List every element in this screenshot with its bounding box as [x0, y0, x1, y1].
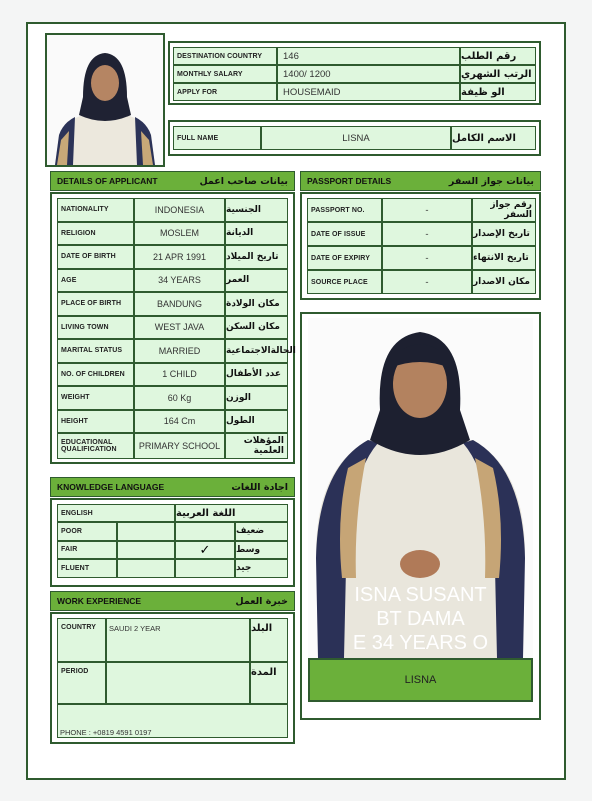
- applicant-label: RELIGION: [57, 222, 134, 246]
- monthly-salary-label: MONTHLY SALARY: [173, 65, 277, 83]
- language-english-label: ENGLISH: [57, 504, 175, 522]
- language-level-label: POOR: [57, 522, 117, 541]
- name-bar-text: LISNA: [404, 674, 437, 686]
- passport-value: -: [382, 246, 472, 270]
- work-period-arabic: المدة: [250, 662, 288, 704]
- small-photo-frame: [45, 33, 165, 167]
- photo-banner-line1: ISNA SUSANT: [354, 584, 487, 606]
- monthly-salary-arabic: الرتب الشهري: [460, 65, 536, 83]
- cv-sheet: [26, 22, 566, 780]
- applicant-label: DATE OF BIRTH: [57, 245, 134, 269]
- applicant-arabic: الحالةالاجتماعية: [225, 339, 288, 363]
- applicant-label: AGE: [57, 269, 134, 293]
- work-header: [50, 591, 295, 611]
- destination-country-value: 146: [277, 47, 460, 65]
- passport-label: DATE OF EXPIRY: [307, 246, 382, 270]
- applicant-value: 164 Cm: [134, 410, 225, 434]
- applicant-arabic: مكان الولادة: [225, 292, 288, 316]
- checkmark-icon: ✓: [199, 541, 211, 557]
- applicant-value: 21 APR 1991: [134, 245, 225, 269]
- language-level-label: FLUENT: [57, 559, 117, 578]
- passport-arabic: تاريخ الانتهاء: [472, 246, 536, 270]
- apply-for-arabic: الو ظيفة: [460, 83, 536, 101]
- full-name-arabic: الاسم الكامل: [451, 126, 536, 150]
- work-period-value: [106, 662, 250, 704]
- work-country-value: SAUDI 2 YEAR: [106, 618, 250, 662]
- applicant-photo-large: [308, 318, 533, 658]
- passport-header-en: PASSPORT DETAILS: [307, 176, 392, 186]
- photo-banner-line3: E 34 YEARS O: [352, 632, 489, 654]
- applicant-value: 34 YEARS: [134, 269, 225, 293]
- language-header-en: KNOWLEDGE LANGUAGE: [57, 482, 165, 492]
- applicant-label: MARITAL STATUS: [57, 339, 134, 363]
- language-level-cell-2: [175, 559, 235, 578]
- applicant-value: INDONESIA: [134, 198, 225, 222]
- work-period-label: PERIOD: [57, 662, 106, 704]
- applicant-label: LIVING TOWN: [57, 316, 134, 340]
- passport-value: -: [382, 222, 472, 246]
- work-country-arabic: البلد: [250, 618, 288, 662]
- phone-text: PHONE : +0819 4591 0197: [57, 704, 288, 738]
- destination-country-arabic: رقم الطلب: [460, 47, 536, 65]
- applicant-arabic: الوزن: [225, 386, 288, 410]
- applicant-value: WEST JAVA: [134, 316, 225, 340]
- language-level-arabic: وسط: [235, 541, 288, 560]
- full-name-value: LISNA: [261, 126, 451, 150]
- applicant-arabic: الطول: [225, 410, 288, 434]
- passport-label: PASSPORT NO.: [307, 198, 382, 222]
- applicant-label: EDUCATIONAL QUALIFICATION: [57, 433, 134, 459]
- apply-for-value: HOUSEMAID: [277, 83, 460, 101]
- applicant-header: [50, 171, 295, 191]
- photo-banner-line2: BT DAMA: [376, 608, 465, 630]
- applicant-arabic: عدد الأطفال: [225, 363, 288, 387]
- applicant-label: WEIGHT: [57, 386, 134, 410]
- apply-for-label: APPLY FOR: [173, 83, 277, 101]
- applicant-header-en: DETAILS OF APPLICANT: [57, 176, 158, 186]
- applicant-value: BANDUNG: [134, 292, 225, 316]
- applicant-label: PLACE OF BIRTH: [57, 292, 134, 316]
- language-header-ar: اجادة اللغات: [231, 481, 288, 493]
- passport-header: [300, 171, 541, 191]
- applicant-arabic: الجنسية: [225, 198, 288, 222]
- applicant-label: NO. OF CHILDREN: [57, 363, 134, 387]
- passport-arabic: مكان الاصدار: [472, 270, 536, 294]
- applicant-arabic: العمر: [225, 269, 288, 293]
- applicant-arabic: المؤهلات العلمية: [225, 433, 288, 459]
- applicant-label: HEIGHT: [57, 410, 134, 434]
- passport-arabic: تاريخ الإصدار: [472, 222, 536, 246]
- applicant-header-ar: بيانات صاحب اعمل: [199, 175, 288, 187]
- work-header-ar: خبرة العمل: [235, 595, 288, 607]
- applicant-value: MOSLEM: [134, 222, 225, 246]
- passport-label: DATE OF ISSUE: [307, 222, 382, 246]
- language-level-cell-1: [117, 541, 175, 560]
- name-bar: [308, 658, 533, 702]
- passport-value: -: [382, 270, 472, 294]
- applicant-label: NATIONALITY: [57, 198, 134, 222]
- passport-label: SOURCE PLACE: [307, 270, 382, 294]
- applicant-value: 1 CHILD: [134, 363, 225, 387]
- applicant-value: PRIMARY SCHOOL: [134, 433, 225, 459]
- full-name-label: FULL NAME: [173, 126, 261, 150]
- applicant-value: 60 Kg: [134, 386, 225, 410]
- work-header-en: WORK EXPERIENCE: [57, 596, 142, 606]
- language-level-cell-1: [117, 522, 175, 541]
- monthly-salary-value: 1400/ 1200: [277, 65, 460, 83]
- passport-value: -: [382, 198, 472, 222]
- passport-arabic: رقم جواز السفر: [472, 198, 536, 222]
- applicant-value: MARRIED: [134, 339, 225, 363]
- applicant-photo-small: [47, 35, 163, 165]
- language-arabic-label: اللغة العربية: [175, 504, 288, 522]
- passport-header-ar: بيانات جواز السفر: [448, 175, 534, 187]
- language-level-arabic: ضعيف: [235, 522, 288, 541]
- applicant-arabic: مكان السكن: [225, 316, 288, 340]
- language-level-cell-2: [175, 522, 235, 541]
- applicant-arabic: الديانة: [225, 222, 288, 246]
- work-country-label: COUNTRY: [57, 618, 106, 662]
- language-level-arabic: جيد: [235, 559, 288, 578]
- destination-country-label: DESTINATION COUNTRY: [173, 47, 277, 65]
- language-level-label: FAIR: [57, 541, 117, 560]
- large-photo-area: [308, 318, 533, 658]
- language-header: [50, 477, 295, 497]
- language-level-cell-1: [117, 559, 175, 578]
- applicant-arabic: تاريخ الميلاد: [225, 245, 288, 269]
- language-level-cell-2: [175, 541, 235, 560]
